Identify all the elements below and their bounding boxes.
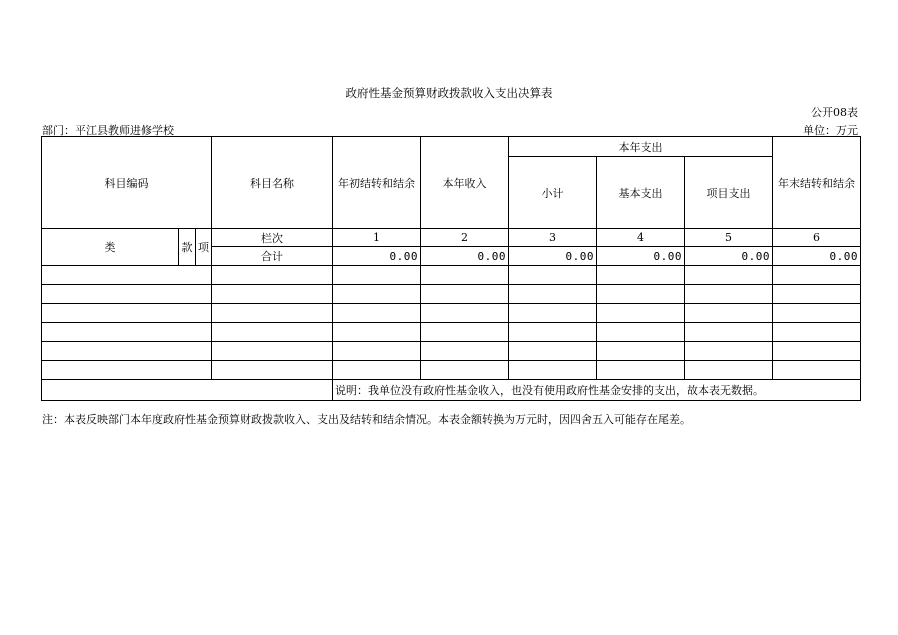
table-row <box>42 361 861 380</box>
budget-table <box>41 136 861 401</box>
total-label: 合计 <box>212 247 333 266</box>
header-project-expense: 项目支出 <box>685 157 773 229</box>
column-number-label: 栏次 <box>212 229 333 247</box>
column-number: 1 <box>333 229 421 247</box>
table-row <box>42 304 861 323</box>
column-number: 4 <box>597 229 685 247</box>
table-row <box>42 342 861 361</box>
header-income: 本年收入 <box>421 137 509 229</box>
total-value: 0.00 <box>773 247 861 266</box>
column-number: 2 <box>421 229 509 247</box>
header-begin-balance: 年初结转和结余 <box>333 137 421 229</box>
header-kuan: 款 <box>179 229 196 266</box>
table-row <box>42 285 861 304</box>
explanation-spacer <box>42 380 333 401</box>
department-label: 部门：平江县教师进修学校 <box>42 124 174 137</box>
header-xiang: 项 <box>196 229 212 266</box>
total-value: 0.00 <box>597 247 685 266</box>
column-number: 5 <box>685 229 773 247</box>
page-title: 政府性基金预算财政拨款收入支出决算表 <box>345 86 553 100</box>
total-value: 0.00 <box>421 247 509 266</box>
header-subject-name: 科目名称 <box>212 137 333 229</box>
total-value: 0.00 <box>509 247 597 266</box>
header-expense-group: 本年支出 <box>509 137 773 157</box>
header-end-balance: 年末结转和结余 <box>773 137 861 229</box>
column-number: 3 <box>509 229 597 247</box>
table-row <box>42 266 861 285</box>
form-number: 公开08表 <box>811 106 858 119</box>
header-subtotal: 小计 <box>509 157 597 229</box>
total-value: 0.00 <box>685 247 773 266</box>
header-basic-expense: 基本支出 <box>597 157 685 229</box>
header-subject-code: 科目编码 <box>42 137 212 229</box>
footnote: 注：本表反映部门本年度政府性基金预算财政拨款收入、支出及结转和结余情况。本表金额转换为万元时，因四舍五入可能存在尾差。 <box>42 413 691 426</box>
total-value: 0.00 <box>333 247 421 266</box>
unit-label: 单位：万元 <box>803 124 858 137</box>
column-number: 6 <box>773 229 861 247</box>
table-row <box>42 323 861 342</box>
explanation-note: 说明：我单位没有政府性基金收入，也没有使用政府性基金安排的支出，故本表无数据。 <box>333 380 861 401</box>
header-lei: 类 <box>42 229 179 266</box>
